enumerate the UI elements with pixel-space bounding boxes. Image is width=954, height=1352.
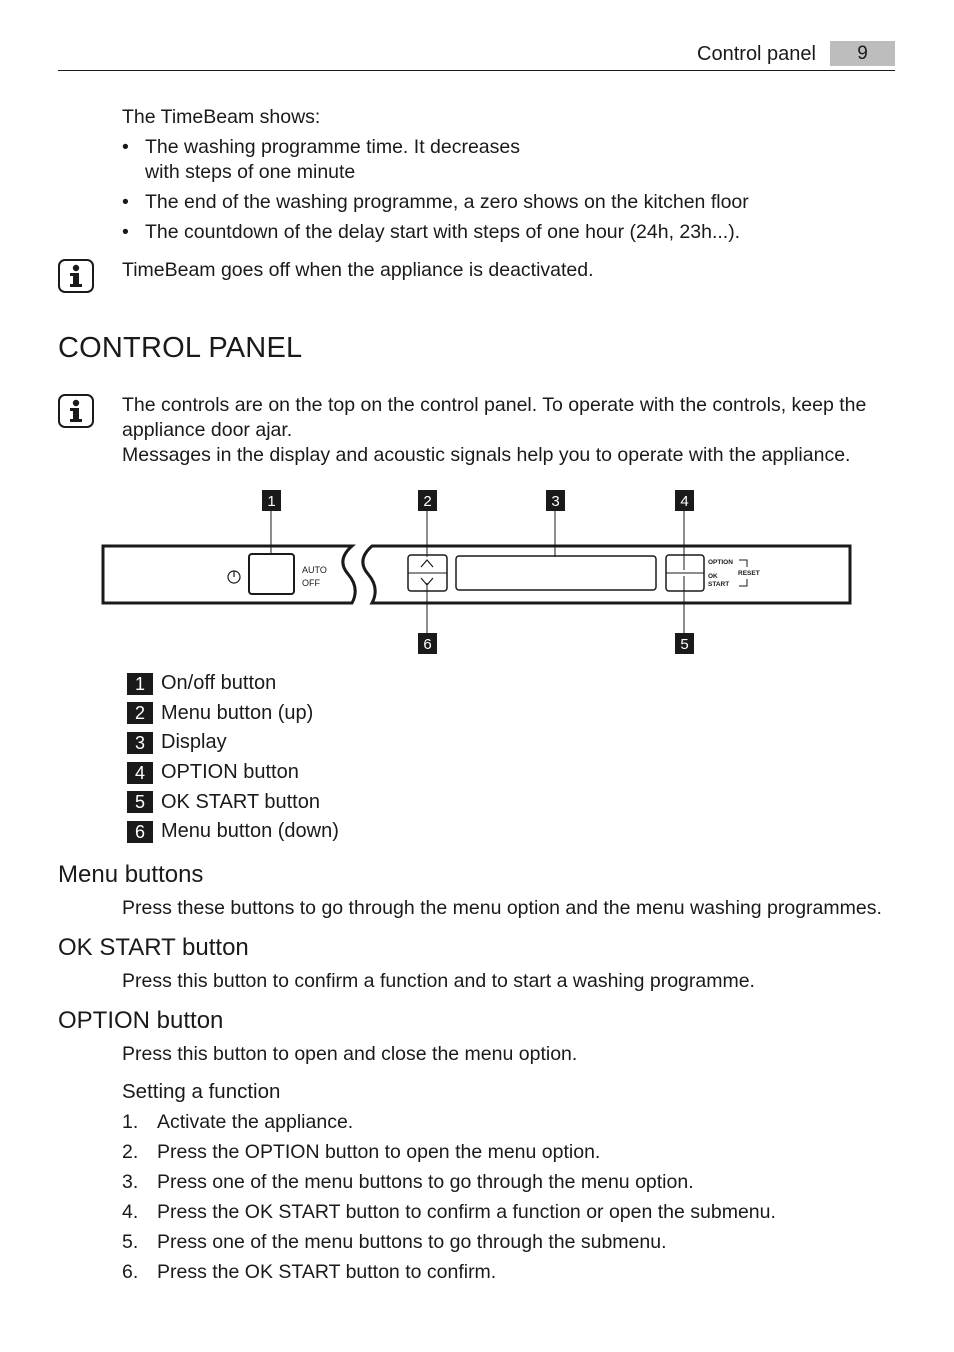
option-text: Press this button to open and close the menu option. xyxy=(122,1043,578,1065)
list-item xyxy=(127,699,339,729)
legend-number: 1 xyxy=(127,673,153,695)
legend-label: OPTION button xyxy=(161,761,299,784)
list-item xyxy=(127,817,339,847)
list-item xyxy=(127,669,339,699)
page-number: 9 xyxy=(830,41,895,66)
list-item xyxy=(122,135,749,185)
legend-list xyxy=(127,669,339,847)
step-number: 1. xyxy=(122,1111,139,1133)
ok-label: OK xyxy=(708,573,718,580)
callout-6: 6 xyxy=(423,636,432,653)
step-text: Press the OK START button to confirm. xyxy=(157,1261,497,1283)
bullet-icon: • xyxy=(122,221,129,243)
info-icon xyxy=(58,394,94,428)
callout-5: 5 xyxy=(680,636,689,653)
off-label: OFF xyxy=(302,578,320,588)
step-number: 4. xyxy=(122,1201,139,1223)
step-text: Press one of the menu buttons to go through the menu option. xyxy=(157,1171,694,1193)
list-item xyxy=(122,220,749,245)
legend-number: 2 xyxy=(127,702,153,724)
header-section-title: Control panel xyxy=(697,43,816,65)
info-icon xyxy=(58,259,94,293)
option-heading: OPTION button xyxy=(58,1007,224,1034)
start-label: START xyxy=(708,581,730,588)
list-item xyxy=(122,1230,882,1255)
legend-number: 3 xyxy=(127,732,153,754)
list-item xyxy=(127,758,339,788)
header-rule xyxy=(58,70,895,71)
step-text: Press one of the menu buttons to go through the submenu. xyxy=(157,1231,667,1253)
list-item xyxy=(122,1110,882,1135)
option-label: OPTION xyxy=(708,559,733,566)
legend-label: On/off button xyxy=(161,672,277,695)
reset-label: RESET xyxy=(738,570,760,577)
note-line: The controls are on the top on the control panel. To operate with the controls, keep the xyxy=(122,394,867,416)
display-shape xyxy=(456,556,656,590)
callout-1: 1 xyxy=(267,493,276,510)
legend-label: Menu button (up) xyxy=(161,701,314,724)
ok-start-heading: OK START button xyxy=(58,934,249,961)
chevron-up-icon xyxy=(421,560,433,567)
timebeam-bullet-list xyxy=(122,135,749,245)
list-item xyxy=(122,1200,882,1225)
legend-label: OK START button xyxy=(161,790,320,813)
bullet-text: The end of the washing programme, a zero shows on the kitchen floor xyxy=(145,191,749,213)
step-text: Press the OK START button to confirm a function or open the submenu. xyxy=(157,1201,776,1223)
auto-label: AUTO xyxy=(302,565,327,575)
list-item xyxy=(127,787,339,817)
timebeam-note: TimeBeam goes off when the appliance is deactivated. xyxy=(122,259,594,281)
step-number: 2. xyxy=(122,1141,139,1163)
bullet-icon: • xyxy=(122,136,129,158)
menu-buttons-heading: Menu buttons xyxy=(58,861,204,888)
note-line: Messages in the display and acoustic signals help you to operate with the appliance. xyxy=(122,444,851,466)
steps-list xyxy=(122,1110,882,1290)
menu-buttons-text: Press these buttons to go through the menu option and the menu washing programmes. xyxy=(122,897,882,919)
legend-number: 5 xyxy=(127,791,153,813)
legend-number: 4 xyxy=(127,762,153,784)
callout-4: 4 xyxy=(680,493,689,510)
note-line: appliance door ajar. xyxy=(122,419,293,441)
legend-label: Menu button (down) xyxy=(161,820,339,843)
step-number: 5. xyxy=(122,1231,139,1253)
control-panel-note xyxy=(122,393,866,468)
callout-2: 2 xyxy=(423,493,432,510)
step-number: 6. xyxy=(122,1261,139,1283)
timebeam-intro: The TimeBeam shows: xyxy=(122,106,321,128)
list-item xyxy=(122,1140,882,1165)
step-text: Activate the appliance. xyxy=(157,1111,354,1133)
bullet-text: with steps of one minute xyxy=(145,161,356,183)
power-icon xyxy=(228,571,240,583)
legend-number: 6 xyxy=(127,821,153,843)
list-item xyxy=(122,1260,882,1285)
setting-function-heading: Setting a function xyxy=(122,1080,281,1103)
step-number: 3. xyxy=(122,1171,139,1193)
step-text: Press the OPTION button to open the menu option. xyxy=(157,1141,601,1163)
control-panel-diagram xyxy=(0,480,954,660)
list-item xyxy=(127,728,339,758)
ok-start-text: Press this button to confirm a function and to start a washing programme. xyxy=(122,970,755,992)
page-title: CONTROL PANEL xyxy=(58,332,303,364)
callout-3: 3 xyxy=(551,493,560,510)
list-item xyxy=(122,1170,882,1195)
bullet-text: The countdown of the delay start with steps of one hour (24h, 23h...). xyxy=(145,221,741,243)
list-item xyxy=(122,190,749,215)
on-off-button-shape xyxy=(249,554,294,594)
bullet-text: The washing programme time. It decreases xyxy=(145,136,520,158)
legend-label: Display xyxy=(161,731,227,754)
bullet-icon: • xyxy=(122,191,129,213)
